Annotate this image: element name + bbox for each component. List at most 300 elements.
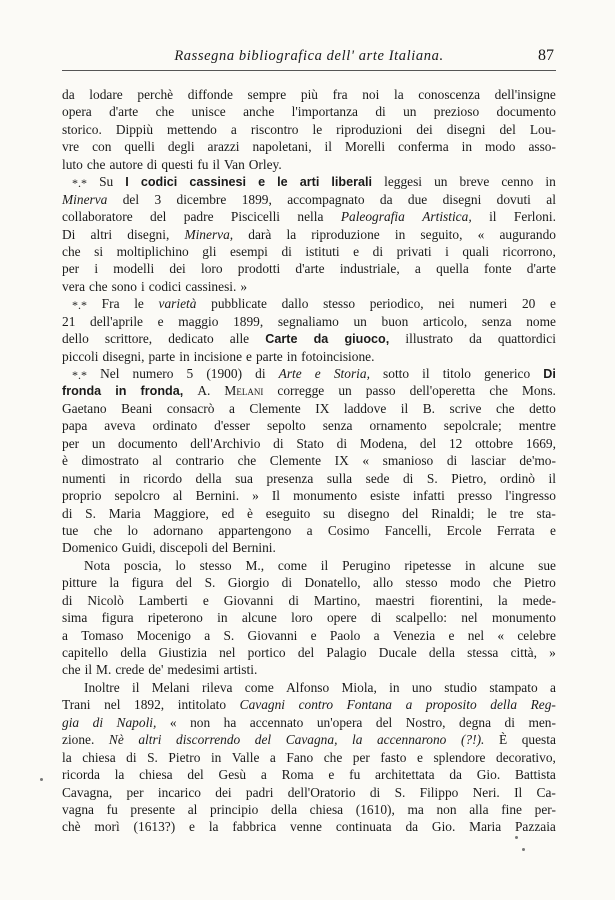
word: numenti	[62, 470, 106, 486]
text-line	[62, 696, 556, 713]
word: Lamberti	[138, 592, 188, 608]
word: Cavagna,	[62, 784, 113, 800]
word: un	[353, 313, 367, 329]
word: e	[550, 522, 556, 538]
word: per	[352, 749, 370, 765]
word: giuoco,	[344, 332, 390, 347]
text-line	[62, 609, 556, 626]
word: accennato	[249, 714, 304, 730]
word: S.	[147, 749, 158, 765]
word: sempre	[247, 87, 287, 102]
word: Ferloni.	[513, 209, 556, 225]
word: Mons.	[522, 383, 556, 399]
word: Storia,	[333, 366, 370, 381]
word: (1900)	[206, 366, 243, 381]
word: Beani	[121, 400, 153, 416]
word: Palagio	[326, 645, 367, 660]
word: con	[92, 139, 112, 155]
word: per	[126, 784, 144, 800]
word: la	[109, 575, 120, 591]
word: esempi	[229, 243, 268, 259]
word: degna	[459, 714, 492, 730]
word: S.	[394, 784, 406, 800]
word: Napoli,	[116, 714, 157, 730]
word: Pietro	[523, 575, 556, 591]
word: di	[281, 243, 292, 259]
word: 1899,	[241, 191, 272, 207]
word: «	[362, 453, 370, 469]
word: »	[252, 488, 259, 504]
text-line	[62, 661, 556, 678]
word: di	[62, 592, 73, 608]
word: fu	[106, 801, 118, 817]
word: «	[477, 226, 485, 242]
word: la	[497, 592, 508, 608]
word: Inoltre	[84, 679, 120, 695]
text-line	[62, 714, 556, 731]
word: sulla	[326, 470, 353, 486]
word: fronda,	[140, 384, 184, 399]
word: e	[328, 767, 335, 783]
word: le	[277, 175, 288, 190]
word: è	[62, 453, 68, 469]
word: Clemente	[269, 453, 322, 469]
text-line	[62, 173, 556, 190]
word: Van	[223, 156, 245, 172]
word: stessa	[467, 645, 499, 660]
word: Battista	[514, 767, 556, 783]
word: Cavagni	[239, 697, 286, 713]
word: gia	[62, 714, 80, 730]
text-line	[62, 226, 556, 243]
word: Artistica,	[422, 209, 472, 225]
word: laddove	[343, 400, 387, 416]
word: stesso	[405, 575, 438, 591]
word: Arte	[278, 366, 302, 381]
word: Maggiore,	[153, 505, 209, 521]
word: Orley.	[248, 156, 282, 172]
word: M.,	[245, 557, 265, 573]
word: Carte	[265, 332, 298, 347]
word: cassinesi.	[185, 278, 237, 294]
word: unisce	[191, 104, 226, 120]
word: in	[394, 226, 406, 242]
word: accompagnato	[287, 191, 365, 207]
word: del	[499, 121, 516, 137]
word: e	[202, 592, 209, 608]
word: numero	[132, 366, 174, 381]
word: 12	[448, 435, 463, 451]
word: poscia,	[123, 557, 162, 573]
word: al	[546, 191, 556, 207]
text-line	[62, 592, 556, 609]
word: padre	[183, 209, 214, 225]
word: è	[247, 505, 253, 521]
word: altri	[90, 226, 113, 242]
word: in	[545, 174, 556, 190]
word: monumento	[293, 488, 358, 504]
asterism-marker: *.*	[72, 176, 87, 191]
word: figura	[131, 575, 164, 591]
word: Neri.	[472, 784, 500, 800]
word: generico	[484, 366, 531, 381]
word: non	[190, 714, 211, 730]
text-line	[62, 801, 556, 818]
word: di	[369, 784, 381, 800]
word: tue	[62, 522, 79, 538]
word: Gio.	[431, 819, 456, 835]
word: papa	[62, 418, 88, 434]
word: privati	[396, 243, 432, 259]
word: 20	[521, 296, 536, 312]
word: industriale,	[339, 261, 400, 277]
word: S.	[426, 470, 438, 486]
text-line	[62, 156, 556, 173]
text-line	[62, 260, 556, 277]
word: di	[504, 714, 515, 730]
word: nel	[461, 610, 478, 626]
word: come	[277, 557, 307, 573]
word: ha	[223, 714, 237, 730]
text-line	[62, 400, 556, 417]
word: questi	[161, 156, 194, 172]
body-text	[62, 86, 556, 836]
word: Cavagna,	[285, 732, 338, 748]
word: mentre	[518, 418, 556, 434]
word: ordinò	[500, 470, 536, 486]
word: Reg-	[530, 697, 556, 713]
word: appartengono	[218, 522, 292, 538]
word: d'esser	[214, 418, 251, 434]
word: dei	[215, 784, 232, 800]
print-speck	[522, 848, 525, 851]
word: di	[281, 575, 293, 591]
text-line	[62, 557, 556, 574]
word: prezioso	[433, 104, 480, 120]
word: B.	[422, 400, 435, 416]
word: consacrò	[166, 400, 215, 416]
word: che	[237, 453, 257, 469]
word: Roma	[281, 767, 314, 783]
word: a	[373, 627, 380, 643]
word: S.	[85, 505, 96, 521]
word: che	[492, 575, 512, 591]
word: opera	[62, 104, 92, 120]
word: tre	[509, 505, 524, 521]
word: nei	[438, 296, 455, 312]
word: a	[306, 522, 313, 538]
word: quattordici	[497, 331, 556, 347]
word: del	[122, 191, 140, 207]
word: senza	[481, 313, 512, 329]
word: altri	[138, 732, 162, 748]
word: sta-	[536, 505, 556, 521]
word: Modena,	[359, 435, 408, 451]
word: padri	[245, 784, 274, 800]
text-line	[62, 243, 556, 260]
word: Bernini.	[232, 540, 276, 556]
word: stesso	[199, 557, 232, 573]
word: quali	[462, 243, 490, 259]
word: due	[407, 191, 428, 207]
word: del	[150, 209, 167, 225]
word: Il	[271, 488, 281, 504]
word: stampato	[489, 679, 538, 695]
word: liberali	[331, 175, 373, 190]
word: lo	[175, 557, 186, 573]
word: il	[320, 557, 329, 573]
text-line	[62, 365, 556, 382]
word: contrario	[175, 453, 224, 469]
word: Tomaso	[81, 627, 124, 643]
word: dell'Oratorio	[287, 784, 356, 800]
word: in	[210, 749, 222, 765]
word: disegni,	[127, 226, 170, 242]
word: fotoincisione.	[301, 348, 375, 364]
word: quella	[436, 261, 469, 277]
word: dimostrato	[81, 453, 139, 469]
word: men-	[528, 714, 556, 730]
text-line	[62, 766, 556, 783]
word: chiesa	[309, 801, 344, 817]
word: Paolo	[329, 627, 361, 643]
word: presente	[130, 801, 176, 817]
word: IX	[334, 453, 349, 469]
word: modo	[484, 139, 516, 155]
word: codici	[148, 278, 182, 294]
word: e	[416, 749, 423, 765]
word: stesso	[323, 296, 356, 312]
word: buon	[381, 313, 409, 329]
word: documento	[118, 435, 178, 451]
word: noi	[362, 87, 380, 102]
word: scrittore,	[104, 331, 153, 347]
text-line	[62, 208, 556, 225]
word: disegni	[442, 191, 482, 207]
word: M.	[96, 662, 112, 678]
word: scalpello:	[395, 610, 448, 626]
word: Pietro,	[451, 470, 487, 486]
word: di	[446, 453, 458, 469]
word: ottobre	[475, 435, 514, 451]
text-line	[62, 505, 556, 522]
word: eseguito	[265, 505, 311, 521]
text-line	[62, 470, 556, 487]
word: Giustizia	[158, 645, 207, 660]
word: il	[422, 366, 430, 381]
word: in	[286, 348, 298, 364]
word: 1899,	[233, 313, 264, 329]
word: la	[208, 819, 219, 835]
word: arti	[299, 175, 320, 190]
word: proposito	[425, 697, 477, 713]
text-line	[62, 278, 556, 295]
word: perchè	[137, 87, 174, 102]
word: sede	[365, 470, 390, 486]
word: di	[375, 104, 386, 120]
word: anche	[243, 104, 275, 120]
word: dallo	[281, 296, 309, 312]
word: Melani	[224, 383, 264, 399]
word: Maria	[108, 505, 141, 521]
word: e	[448, 627, 455, 643]
word: fu	[197, 156, 209, 172]
text-line	[62, 191, 556, 208]
word: (1613?)	[133, 819, 176, 835]
word: discepoli	[159, 540, 208, 556]
word: medesimi	[167, 662, 220, 678]
word: proprio	[62, 488, 102, 504]
word: di	[273, 435, 284, 451]
word: moltiplichino	[116, 243, 189, 259]
word: collaboratore	[62, 209, 133, 225]
word: di	[372, 243, 384, 259]
word: Cosimo	[327, 522, 370, 538]
word: maestri	[375, 592, 415, 608]
word: per	[62, 435, 80, 451]
word: Stato	[296, 435, 324, 451]
word: Dippiù	[115, 121, 154, 137]
word: esiste	[370, 488, 400, 504]
word: Ferrata	[496, 522, 535, 538]
word: Morelli	[344, 139, 386, 155]
word: i	[94, 261, 99, 277]
word: in	[389, 679, 400, 695]
word: in	[461, 139, 473, 155]
word: in	[119, 470, 130, 486]
text-line	[62, 679, 556, 696]
word: ed	[221, 505, 235, 521]
word: Alfonso	[286, 679, 330, 695]
word: cassinesi	[189, 175, 247, 190]
word: che	[62, 243, 81, 259]
word: dell'insigne	[494, 87, 556, 102]
word: dedicato	[168, 331, 214, 347]
word: seguito,	[420, 226, 463, 242]
word: come	[244, 679, 274, 695]
word: luto	[62, 156, 83, 172]
word: di	[255, 366, 266, 381]
word: si	[94, 243, 104, 259]
word: al	[172, 488, 183, 504]
word: Di	[62, 226, 76, 242]
word: Maria	[469, 819, 502, 835]
word: 5	[186, 366, 194, 381]
text-line	[62, 121, 556, 138]
word: città,	[510, 645, 537, 660]
word: il	[132, 679, 140, 695]
text-line	[62, 417, 556, 434]
word: e	[258, 175, 266, 190]
word: i	[445, 243, 449, 259]
word: un	[338, 383, 352, 399]
word: prodotti	[237, 261, 281, 277]
word: e	[353, 243, 360, 259]
word: 1669,	[525, 435, 556, 451]
word: autore	[109, 156, 143, 172]
word: mettendo	[167, 121, 217, 137]
word: 3	[154, 191, 162, 207]
word: senza	[322, 418, 353, 434]
word: sima	[62, 610, 88, 626]
word: incisione	[193, 348, 243, 364]
word: fine	[501, 801, 523, 817]
word: del	[402, 505, 419, 521]
word: gli	[202, 243, 217, 259]
running-title: Rassegna bibliografica dell' arte Italiana.	[174, 48, 444, 64]
word: cenno	[501, 174, 534, 190]
word: fu	[349, 767, 361, 783]
word: fonte	[484, 261, 512, 277]
word: mede-	[522, 592, 556, 608]
word: studio	[444, 679, 478, 695]
word: numeri	[469, 296, 508, 312]
word: di	[126, 749, 137, 765]
word: adornano	[153, 522, 204, 538]
word: Minerva,	[184, 226, 234, 242]
word: splendore	[433, 749, 486, 765]
word: un'opera	[316, 714, 363, 730]
word: disegno	[347, 505, 390, 521]
word: modelli	[113, 261, 155, 277]
word: a	[204, 627, 211, 643]
word: Bernini.	[195, 488, 240, 504]
word: Nè	[108, 732, 124, 748]
word: fabbrica	[232, 819, 277, 835]
word: della	[490, 697, 518, 713]
word: le	[487, 505, 497, 521]
word: S.	[223, 627, 235, 643]
word: Fano	[286, 749, 314, 765]
word: di	[92, 714, 104, 730]
text-line	[62, 382, 556, 399]
word: discorrendo	[176, 732, 241, 748]
word: presenza	[266, 470, 314, 486]
word: articolo,	[422, 313, 468, 329]
word: scrive	[449, 400, 482, 416]
word: ripetesse	[404, 557, 452, 573]
word: fasto	[380, 749, 407, 765]
word: 21	[62, 313, 76, 329]
word: sotto	[383, 366, 410, 381]
word: i	[140, 278, 145, 294]
word: al	[152, 453, 163, 469]
word: «	[169, 714, 177, 730]
word: a	[228, 400, 235, 416]
word: Rinaldi;	[431, 505, 475, 521]
word: la	[114, 767, 125, 783]
word: alle	[229, 331, 250, 347]
word: Nel	[100, 366, 120, 381]
word: il	[489, 209, 497, 225]
word: da	[469, 331, 482, 347]
word: dell'Archivio	[190, 435, 261, 451]
asterism-marker: *.*	[72, 298, 87, 313]
word: lodare	[89, 87, 123, 102]
word: sua	[235, 470, 253, 486]
word: chiesa	[139, 767, 173, 783]
word: Miola,	[341, 679, 377, 695]
word: la	[62, 749, 72, 765]
word: il	[212, 156, 220, 172]
word: nome	[526, 313, 556, 329]
word: segnaliamo	[277, 313, 339, 329]
word: chiesa	[82, 749, 116, 765]
word: e	[157, 313, 164, 329]
word: de'	[148, 662, 164, 678]
word: augurando	[499, 226, 556, 242]
word: titolo	[442, 366, 471, 381]
